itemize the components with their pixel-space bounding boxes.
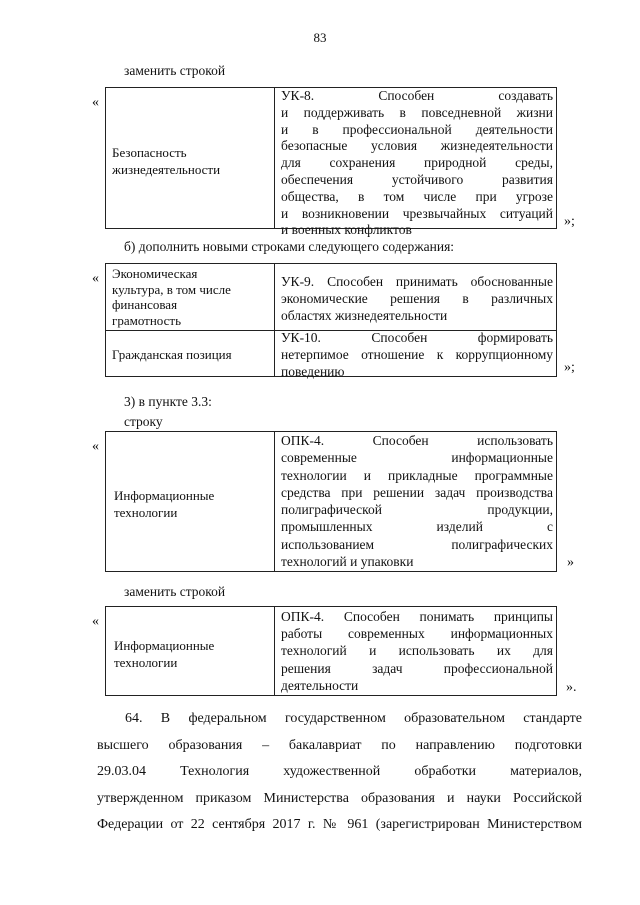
discipline-line: Гражданская позиция bbox=[112, 347, 232, 362]
competence-line: общества, в том числе при угрозе bbox=[281, 188, 553, 204]
discipline-line: Экономическая bbox=[112, 266, 198, 281]
competence-line: экономические решения в различных bbox=[281, 290, 553, 306]
competence-line: промышленных изделий с bbox=[281, 519, 553, 535]
discipline-line: Информационные bbox=[114, 488, 215, 503]
competence-line: технологии и прикладные программные bbox=[281, 467, 553, 483]
competence-line: технологий и использовать их для bbox=[281, 643, 553, 659]
close-quote: »; bbox=[564, 360, 575, 375]
competence-line: обеспечения устойчивого развития bbox=[281, 171, 553, 187]
close-quote: » bbox=[567, 555, 574, 570]
discipline-line: жизнедеятельности bbox=[112, 162, 221, 177]
column-divider bbox=[274, 264, 275, 376]
competence-cell bbox=[281, 432, 553, 570]
close-quote: ». bbox=[566, 680, 577, 695]
open-quote: « bbox=[92, 95, 99, 110]
competence-line: и военных конфликтов bbox=[281, 222, 412, 238]
discipline-cell bbox=[112, 346, 232, 363]
competence-line: и возникновении чрезвычайных ситуаций bbox=[281, 205, 553, 221]
add-rows-instruction: б) дополнить новыми строками следующего содержания: bbox=[124, 239, 455, 254]
competence-cell bbox=[281, 608, 553, 694]
column-divider bbox=[274, 432, 275, 571]
competence-line: и в профессиональной деятельности bbox=[281, 121, 553, 137]
competence-line: деятельности bbox=[281, 677, 359, 693]
competence-line: нетерпимое отношение к коррупционному bbox=[281, 346, 553, 362]
discipline-line: технологии bbox=[114, 655, 178, 670]
competence-line: средства при решении задач производства bbox=[281, 484, 553, 500]
paragraph-line: утвержденном приказом Министерства образования и науки Российской bbox=[97, 790, 582, 806]
table-new-rows bbox=[105, 263, 557, 377]
competence-line: технологий и упаковки bbox=[281, 554, 414, 570]
paragraph-line: 64. В федеральном государственном образовательном стандарте bbox=[125, 711, 582, 726]
table-opk4-new bbox=[105, 606, 557, 696]
close-quote: »; bbox=[564, 214, 575, 229]
discipline-cell bbox=[112, 144, 220, 178]
competence-line: полиграфической продукции, bbox=[281, 502, 553, 518]
competence-line: современные информационные bbox=[281, 450, 553, 466]
competence-line: работы современных информационных bbox=[281, 626, 553, 642]
discipline-cell bbox=[114, 637, 214, 671]
discipline-line: культура, в том числе bbox=[112, 281, 231, 297]
table-opk4-old bbox=[105, 431, 557, 572]
competence-line: решения задач профессиональной bbox=[281, 660, 553, 676]
open-quote: « bbox=[92, 271, 99, 286]
competence-cell bbox=[281, 330, 553, 380]
competence-line: УК-8. Способен создавать bbox=[281, 88, 553, 103]
discipline-line: Информационные bbox=[114, 638, 215, 653]
paragraph-line: 29.03.04 Технология художественной обработки материалов, bbox=[97, 764, 582, 779]
table-bzhd bbox=[105, 87, 557, 238]
competence-line: использованием полиграфических bbox=[281, 536, 553, 552]
discipline-cell bbox=[112, 266, 231, 328]
competence-line: областях жизнедеятельности bbox=[281, 307, 448, 323]
competence-line: для сохранения природной среды, bbox=[281, 155, 553, 171]
discipline-cell bbox=[114, 487, 214, 521]
page-number: 83 bbox=[313, 30, 327, 45]
discipline-line: грамотность bbox=[112, 312, 181, 328]
open-quote: « bbox=[92, 439, 99, 454]
open-quote: « bbox=[92, 614, 99, 629]
column-divider bbox=[274, 88, 275, 228]
competence-cell bbox=[281, 88, 553, 239]
discipline-line: финансовая bbox=[112, 297, 178, 312]
paragraph-64 bbox=[97, 706, 582, 839]
row-label: строку bbox=[124, 414, 163, 429]
competence-line: УК-9. Способен принимать обоснованные bbox=[281, 274, 553, 289]
paragraph-line: высшего образования – бакалавриат по направлению подготовки bbox=[97, 737, 582, 753]
competence-line: УК-10. Способен формировать bbox=[281, 330, 553, 345]
competence-line: ОПК-4. Способен понимать принципы bbox=[281, 609, 553, 624]
column-divider bbox=[274, 607, 275, 695]
discipline-line: Безопасность bbox=[112, 145, 187, 160]
competence-cell bbox=[281, 274, 553, 324]
point-label: 3) в пункте 3.3: bbox=[124, 394, 212, 409]
competence-line: и поддерживать в повседневной жизни bbox=[281, 104, 553, 120]
paragraph-line: Федерации от 22 сентября 2017 г. № 961 (зарегистрирован Министерством bbox=[97, 817, 582, 832]
replace-instruction: заменить строкой bbox=[124, 584, 226, 599]
competence-line: поведению bbox=[281, 363, 345, 379]
competence-line: ОПК-4. Способен использовать bbox=[281, 433, 553, 448]
competence-line: безопасные условия жизнедеятельности bbox=[281, 138, 553, 154]
replace-instruction: заменить строкой bbox=[124, 63, 226, 78]
discipline-line: технологии bbox=[114, 505, 178, 520]
